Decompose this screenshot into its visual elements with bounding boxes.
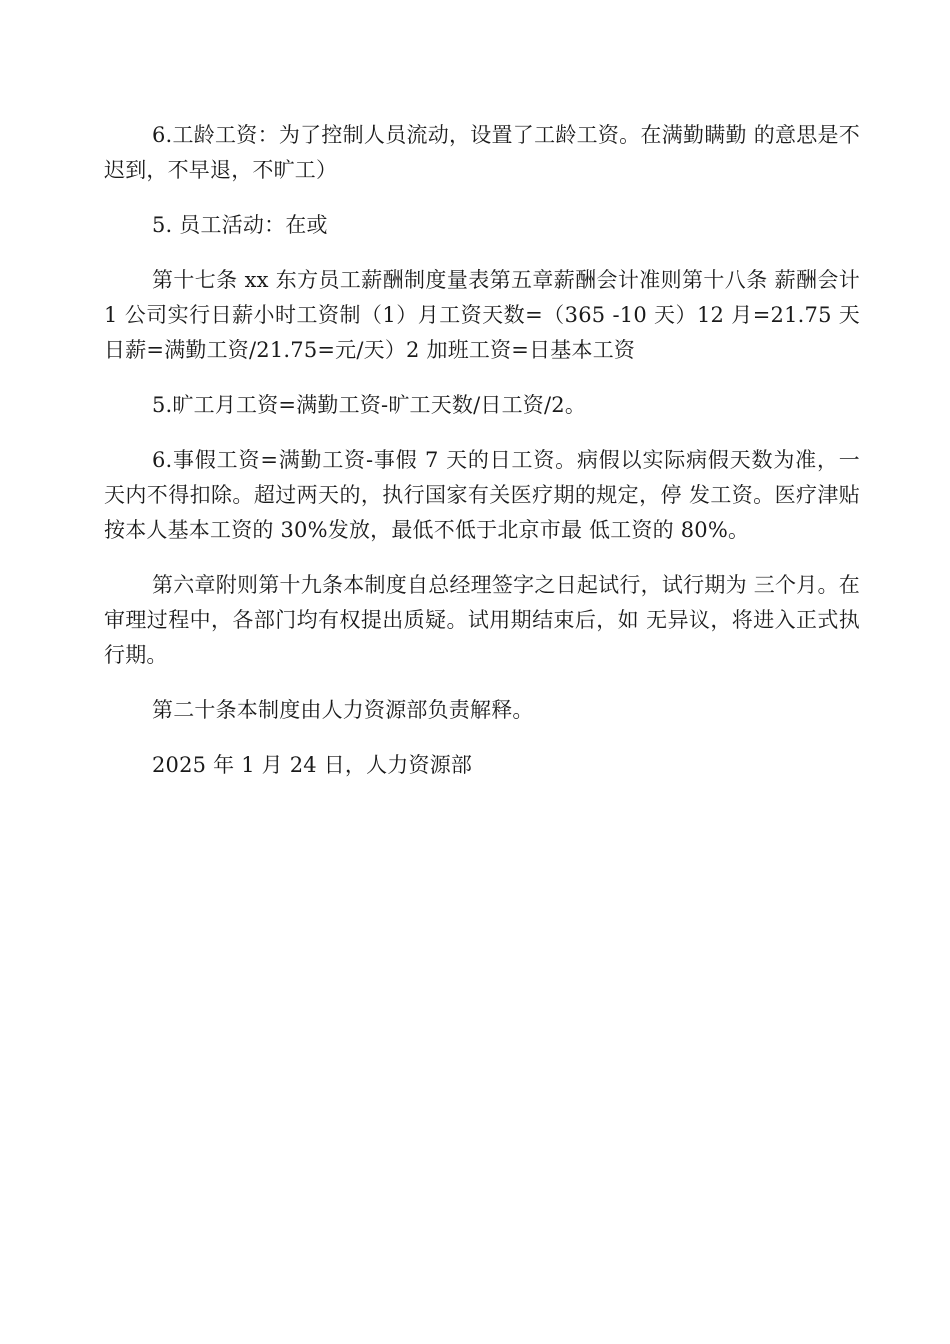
- paragraph-article-19: 第六章附则第十九条本制度自总经理签字之日起试行，试行期为 三个月。在审理过程中，各部门均有权提出质疑。试用期结束后，如 无异议，将进入正式执行期。: [104, 573, 860, 667]
- paragraph-employee-activities: 5. 员工活动：在或: [152, 213, 328, 237]
- paragraph-seniority-wage: 6.工龄工资：为了控制人员流动，设置了工龄工资。在满勤瞒勤 的意思是不迟到，不早退，不旷工）: [104, 123, 860, 182]
- document-body: [104, 118, 860, 803]
- paragraph-article-17-18: 第十七条 xx 东方员工薪酬制度量表第五章薪酬会计准则第十八条 薪酬会计 1 公司实行日薪小时工资制（1）月工资天数=（365 -10 天）12 月=21.75 天日薪=满勤工资/21.75=元/天）2 加班工资=日基本工资: [104, 268, 860, 362]
- paragraph-leave-wage: 6.事假工资=满勤工资-事假 7 天的日工资。病假以实际病假天数为准，一天内不得扣除。超过两天的，执行国家有关医疗期的规定，停 发工资。医疗津贴按本人基本工资的 30%发放，最低不低于北京市最 低工资的 80%。: [104, 448, 860, 542]
- signature-date-line: 2025 年 1 月 24 日，人力资源部: [152, 753, 473, 777]
- paragraph-article-20: 第二十条本制度由人力资源部负责解释。: [152, 698, 534, 722]
- paragraph-absenteeism-wage: 5.旷工月工资=满勤工资-旷工天数/日工资/2。: [152, 393, 587, 417]
